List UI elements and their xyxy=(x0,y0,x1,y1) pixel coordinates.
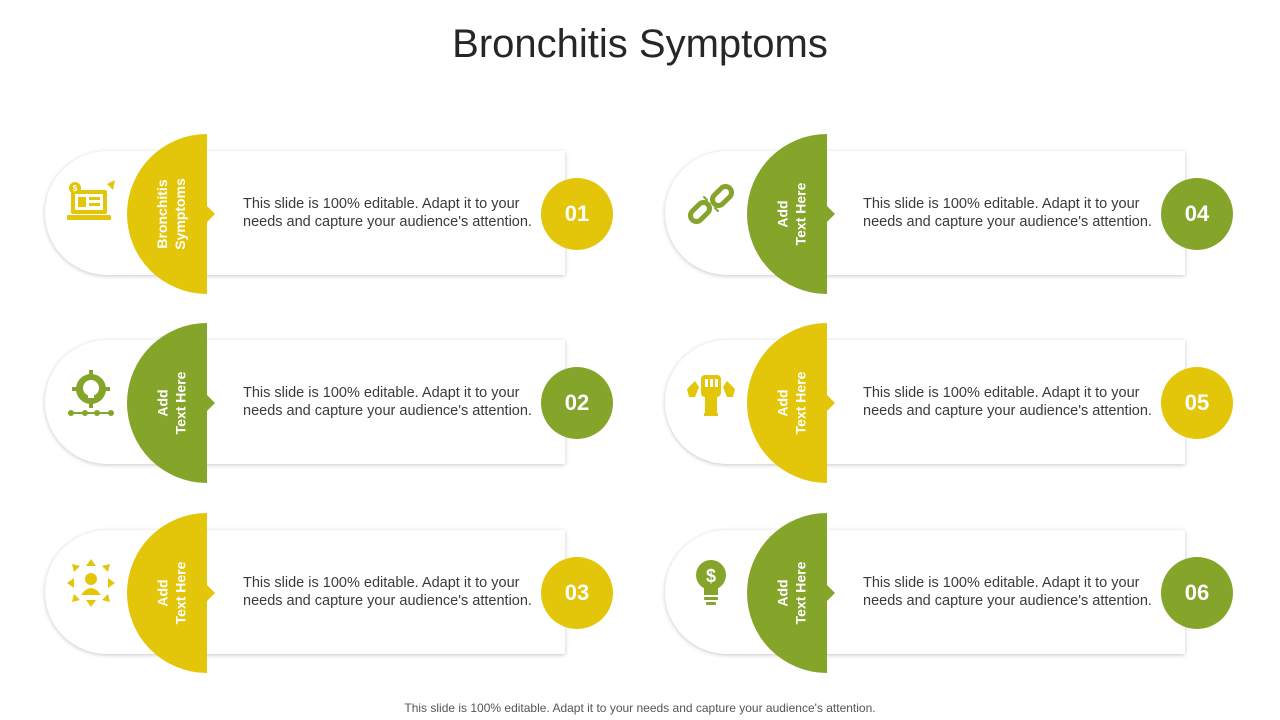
pointer-notch xyxy=(827,395,835,411)
symptom-card-02 xyxy=(45,323,645,483)
symptom-card-06 xyxy=(665,513,1265,673)
pointer-notch xyxy=(207,395,215,411)
svg-text:$: $ xyxy=(705,566,717,586)
card-label: Add Text Here xyxy=(774,561,808,625)
card-label: Add Text Here xyxy=(154,561,188,625)
symptom-card-04 xyxy=(665,134,1265,294)
card-description: This slide is 100% editable. Adapt it to your needs and capture your audience's attention. xyxy=(863,385,1152,419)
number-badge: 06 xyxy=(1161,557,1233,629)
footer-note: This slide is 100% editable. Adapt it to your needs and capture your audience's attention. xyxy=(404,701,876,715)
card-label: Bronchitis Symptoms xyxy=(154,178,189,250)
pointer-notch xyxy=(207,585,215,601)
dollar-bulb-icon xyxy=(685,557,737,609)
card-label: Add Text Here xyxy=(774,371,808,435)
symptom-card-03 xyxy=(45,513,645,673)
card-description: This slide is 100% editable. Adapt it to your needs and capture your audience's attention. xyxy=(243,575,532,609)
pointer-notch xyxy=(207,206,215,222)
number-badge: 03 xyxy=(541,557,613,629)
number-badge: 01 xyxy=(541,178,613,250)
pointer-notch xyxy=(827,585,835,601)
page-title: Bronchitis Symptoms xyxy=(452,22,828,66)
symptom-card-05 xyxy=(665,323,1265,483)
broken-chain-icon xyxy=(685,178,737,230)
card-description: This slide is 100% editable. Adapt it to your needs and capture your audience's attention. xyxy=(863,196,1152,230)
idea-gear-icon xyxy=(65,367,117,419)
card-label: Add Text Here xyxy=(154,371,188,435)
number-badge: 04 xyxy=(1161,178,1233,250)
user-arrows-icon xyxy=(65,557,117,609)
card-description: This slide is 100% editable. Adapt it to your needs and capture your audience's attention. xyxy=(243,385,532,419)
card-label: Add Text Here xyxy=(774,182,808,246)
number-badge: 05 xyxy=(1161,367,1233,439)
symptom-card-01 xyxy=(45,134,645,294)
online-payment-icon xyxy=(65,178,117,230)
number-badge: 02 xyxy=(541,367,613,439)
pointer-notch xyxy=(827,206,835,222)
fist-strength-icon xyxy=(685,367,737,419)
card-description: This slide is 100% editable. Adapt it to your needs and capture your audience's attention. xyxy=(243,196,532,230)
svg-text:$: $ xyxy=(72,184,78,193)
card-description: This slide is 100% editable. Adapt it to your needs and capture your audience's attention. xyxy=(863,575,1152,609)
